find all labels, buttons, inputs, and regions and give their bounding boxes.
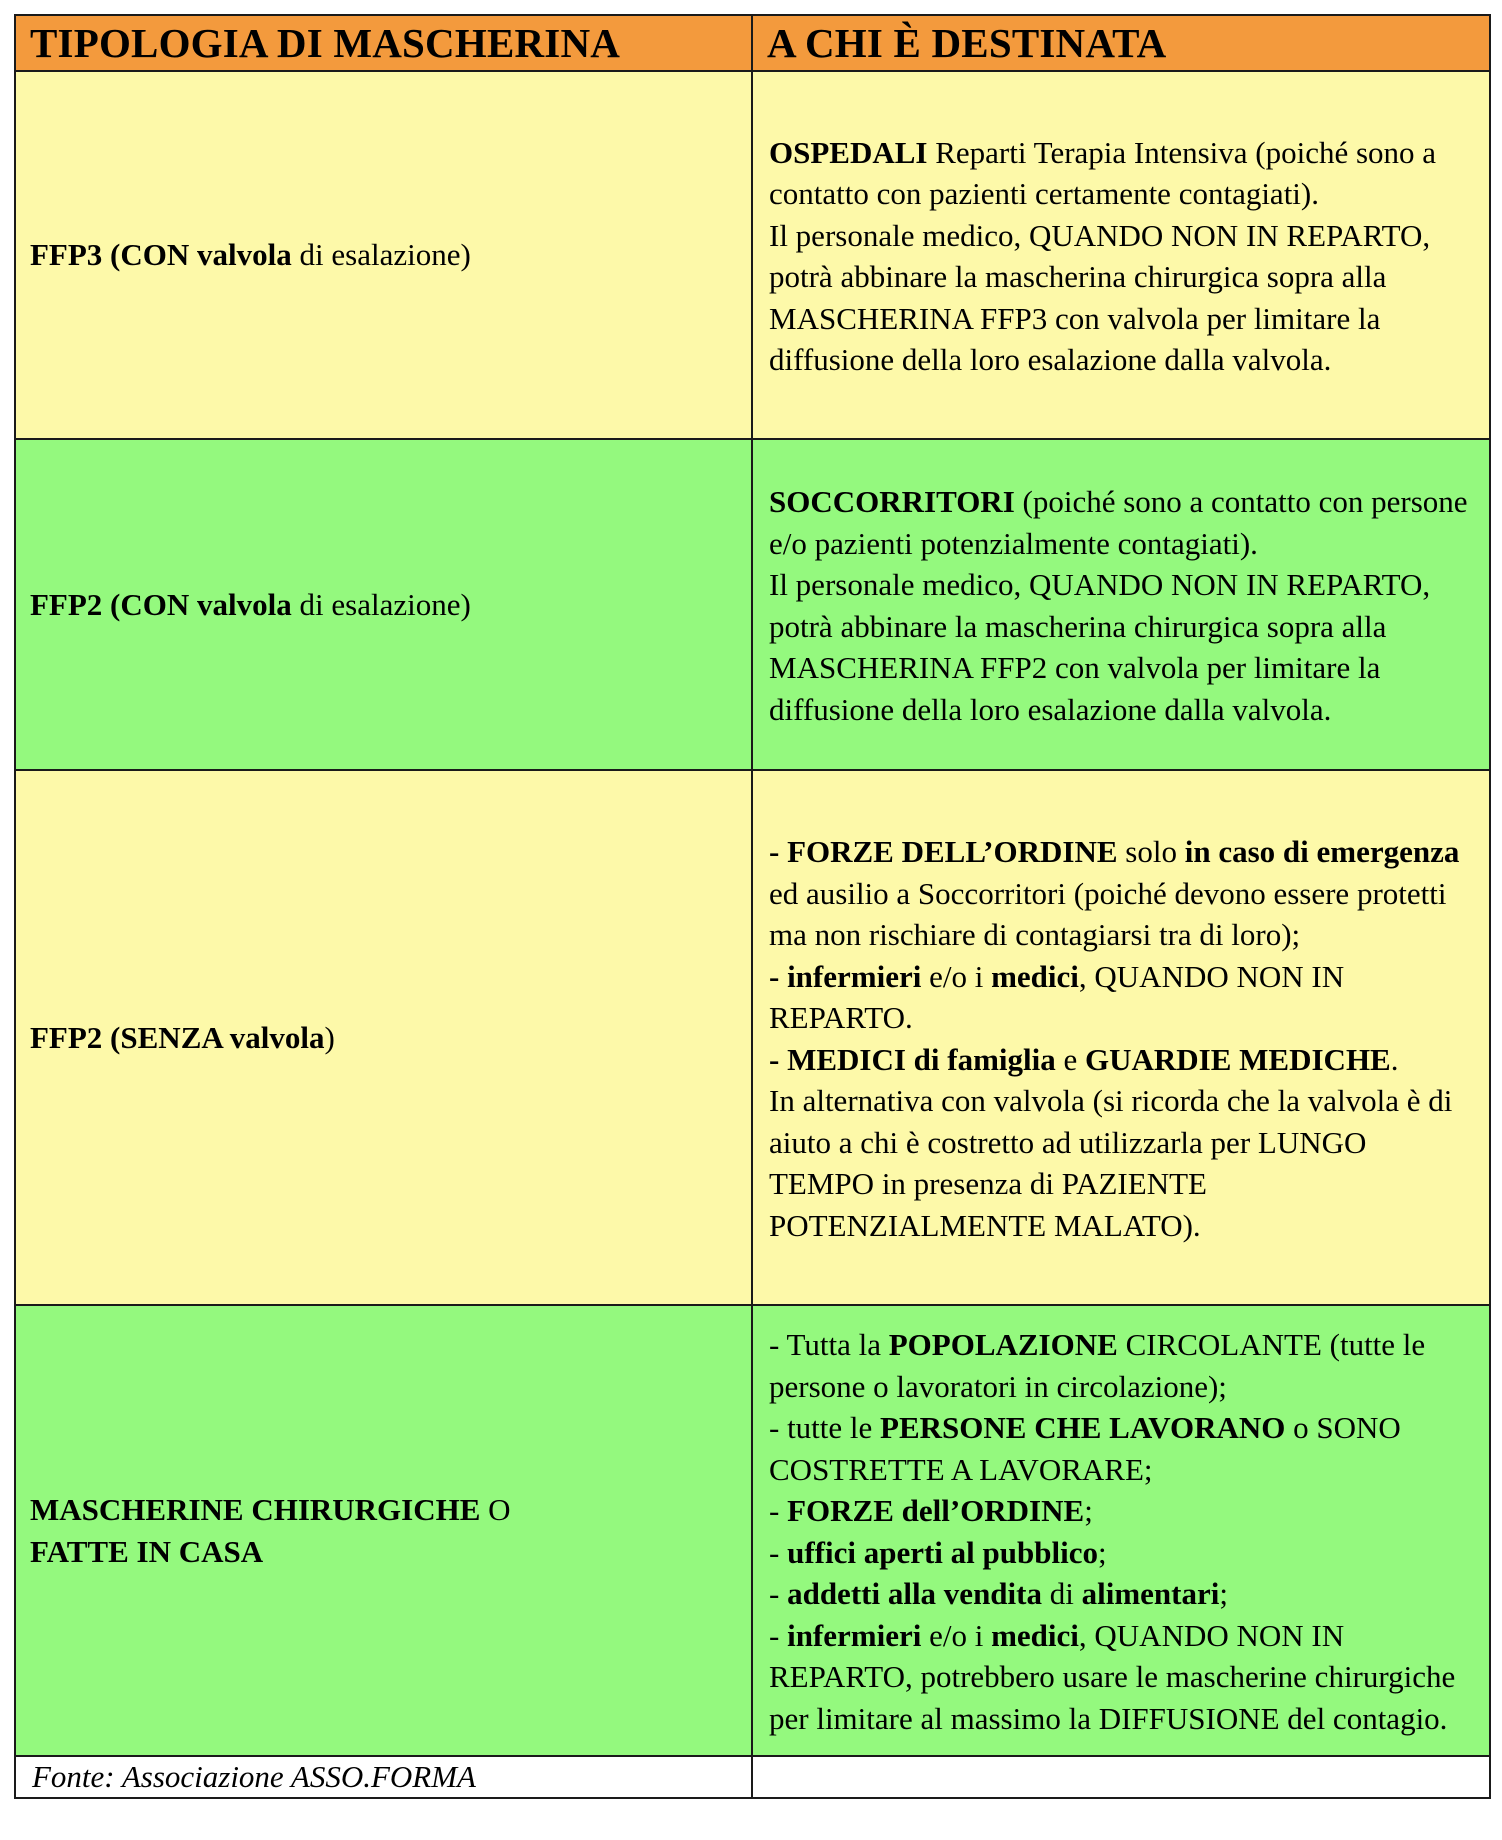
mask-type-text-end: di esalazione) [291,237,471,273]
table-row-surgical [15,1305,1490,1756]
desc-text: - [769,1493,788,1528]
mask-type-text-end: di esalazione) [291,586,471,622]
mask-type-cell [15,439,752,770]
desc-line [769,1615,1473,1740]
header-mask-type: TIPOLOGIA DI MASCHERINA [15,15,752,71]
mask-type-bold: FATTE IN CASA [30,1533,264,1569]
desc-line [769,1407,1473,1490]
desc-line: In alternativa con valvola (si ricorda che la valvola è di aiuto a chi è costretto ad utilizzarla per LUNGO TEMPO in presenza di PAZIENTE POTENZIALMENTE MALATO). [769,1083,1453,1243]
mask-types-table [14,14,1491,1799]
desc-bold: infermieri [787,1617,922,1653]
desc-line [769,831,1473,956]
desc-bold: uffici aperti al pubblico [787,1534,1098,1570]
mask-type-cell [15,1305,752,1756]
table-row-ffp2-valve [15,439,1490,770]
source-cell [15,1756,752,1798]
table-row-ffp2-no-valve [15,770,1490,1305]
desc-line: Il personale medico, QUANDO NON IN REPARTO, potrà abbinare la mascherina chirurgica sopra alla MASCHERINA FFP2 con valvola per limitare la diffusione della loro esalazione dalla valvola. [769,567,1431,727]
table-header-row [15,15,1490,71]
mask-type-text: FFP3 ( [30,237,121,273]
desc-text: Reparti Terapia Intensiva (poiché sono a contatto con pazienti certamente contagiati). [769,134,1437,211]
intended-for-cell [752,770,1490,1305]
desc-line [769,1490,1473,1532]
desc-line [769,1573,1473,1615]
desc-line [769,956,1473,1039]
desc-text: - Tutta la [769,1327,889,1362]
mask-type-bold: SENZA valvola [120,1019,325,1055]
desc-bold: SOCCORRITORI [769,484,1015,519]
desc-bold: medici [991,1617,1079,1653]
source-text: Fonte: Associazione ASSO.FORMA [32,1759,476,1794]
desc-text: o SONO COSTRETTE A LAVORARE; [769,1410,1401,1487]
desc-bold: FORZE dell’ORDINE [787,1493,1085,1528]
desc-bold: - MEDICI di famiglia [769,1041,1056,1077]
desc-text: ed ausilio a Soccorritori (poiché devono essere protetti ma non rischiare di contagiarsi tra di loro); [769,875,1447,952]
desc-line [769,1039,1473,1081]
desc-bold: alimentari [1081,1576,1220,1611]
desc-line [769,1324,1473,1407]
desc-text: - [769,1617,788,1653]
desc-text: . [1390,1041,1399,1077]
mask-type-text-end: ) [324,1019,335,1055]
table-row-ffp3-valve [15,71,1490,439]
desc-text: - [769,1534,788,1570]
mask-type-text: FFP2 ( [30,586,121,622]
mask-type-text: FFP2 ( [30,1019,121,1055]
desc-bold: medici [991,958,1079,994]
empty-cell [752,1756,1490,1798]
mask-type-bold: MASCHERINE CHIRURGICHE [30,1492,481,1527]
desc-bold: PERSONE CHE LAVORANO [880,1410,1286,1445]
desc-text: ; [1097,1534,1107,1570]
desc-bold: OSPEDALI [769,134,928,170]
desc-text: e [1055,1041,1086,1077]
desc-text: - tutte le [769,1410,881,1445]
desc-text: solo [1117,834,1185,869]
desc-bold: - FORZE DELL’ORDINE [769,834,1118,869]
desc-bold: addetti alla vendita [787,1576,1042,1611]
desc-line [769,132,1473,215]
intended-for-cell [752,1305,1490,1756]
desc-line [769,1532,1473,1574]
mask-type-bold: CON valvola [120,586,292,622]
intended-for-cell [752,71,1490,439]
desc-line: Il personale medico, QUANDO NON IN REPARTO, potrà abbinare la mascherina chirurgica sopra alla MASCHERINA FFP3 con valvola per limitare la diffusione della loro esalazione dalla valvola. [769,217,1431,377]
desc-text: ; [1084,1493,1093,1528]
desc-text: - [769,1576,788,1611]
desc-bold: GUARDIE MEDICHE [1085,1041,1391,1077]
mask-type-text: O [480,1492,511,1527]
desc-text: , QUANDO NON IN REPARTO. [769,958,1345,1035]
desc-text: (poiché sono a contatto con persone e/o pazienti potenzialmente contagiati). [769,484,1468,561]
desc-text: CIRCOLANTE (tutte le persone o lavoratori in circolazione); [769,1327,1426,1404]
desc-text: , QUANDO NON IN REPARTO, potrebbero usare le mascherine chirurgiche per limitare al massimo la DIFFUSIONE del contagio. [769,1617,1456,1736]
mask-type-bold: CON valvola [120,237,292,273]
table-row-source [15,1756,1490,1798]
desc-bold: POPOLAZIONE [888,1327,1118,1362]
desc-line [769,481,1473,564]
desc-text: di [1041,1576,1082,1611]
desc-text: ; [1219,1576,1228,1611]
mask-type-cell [15,770,752,1305]
header-intended-for: A CHI È DESTINATA [752,15,1490,71]
intended-for-cell [752,439,1490,770]
mask-type-cell [15,71,752,439]
desc-text: e/o i [921,958,992,994]
desc-bold: - infermieri [769,958,922,994]
desc-text: e/o i [921,1617,992,1653]
desc-bold: in caso di emergenza [1184,834,1460,869]
